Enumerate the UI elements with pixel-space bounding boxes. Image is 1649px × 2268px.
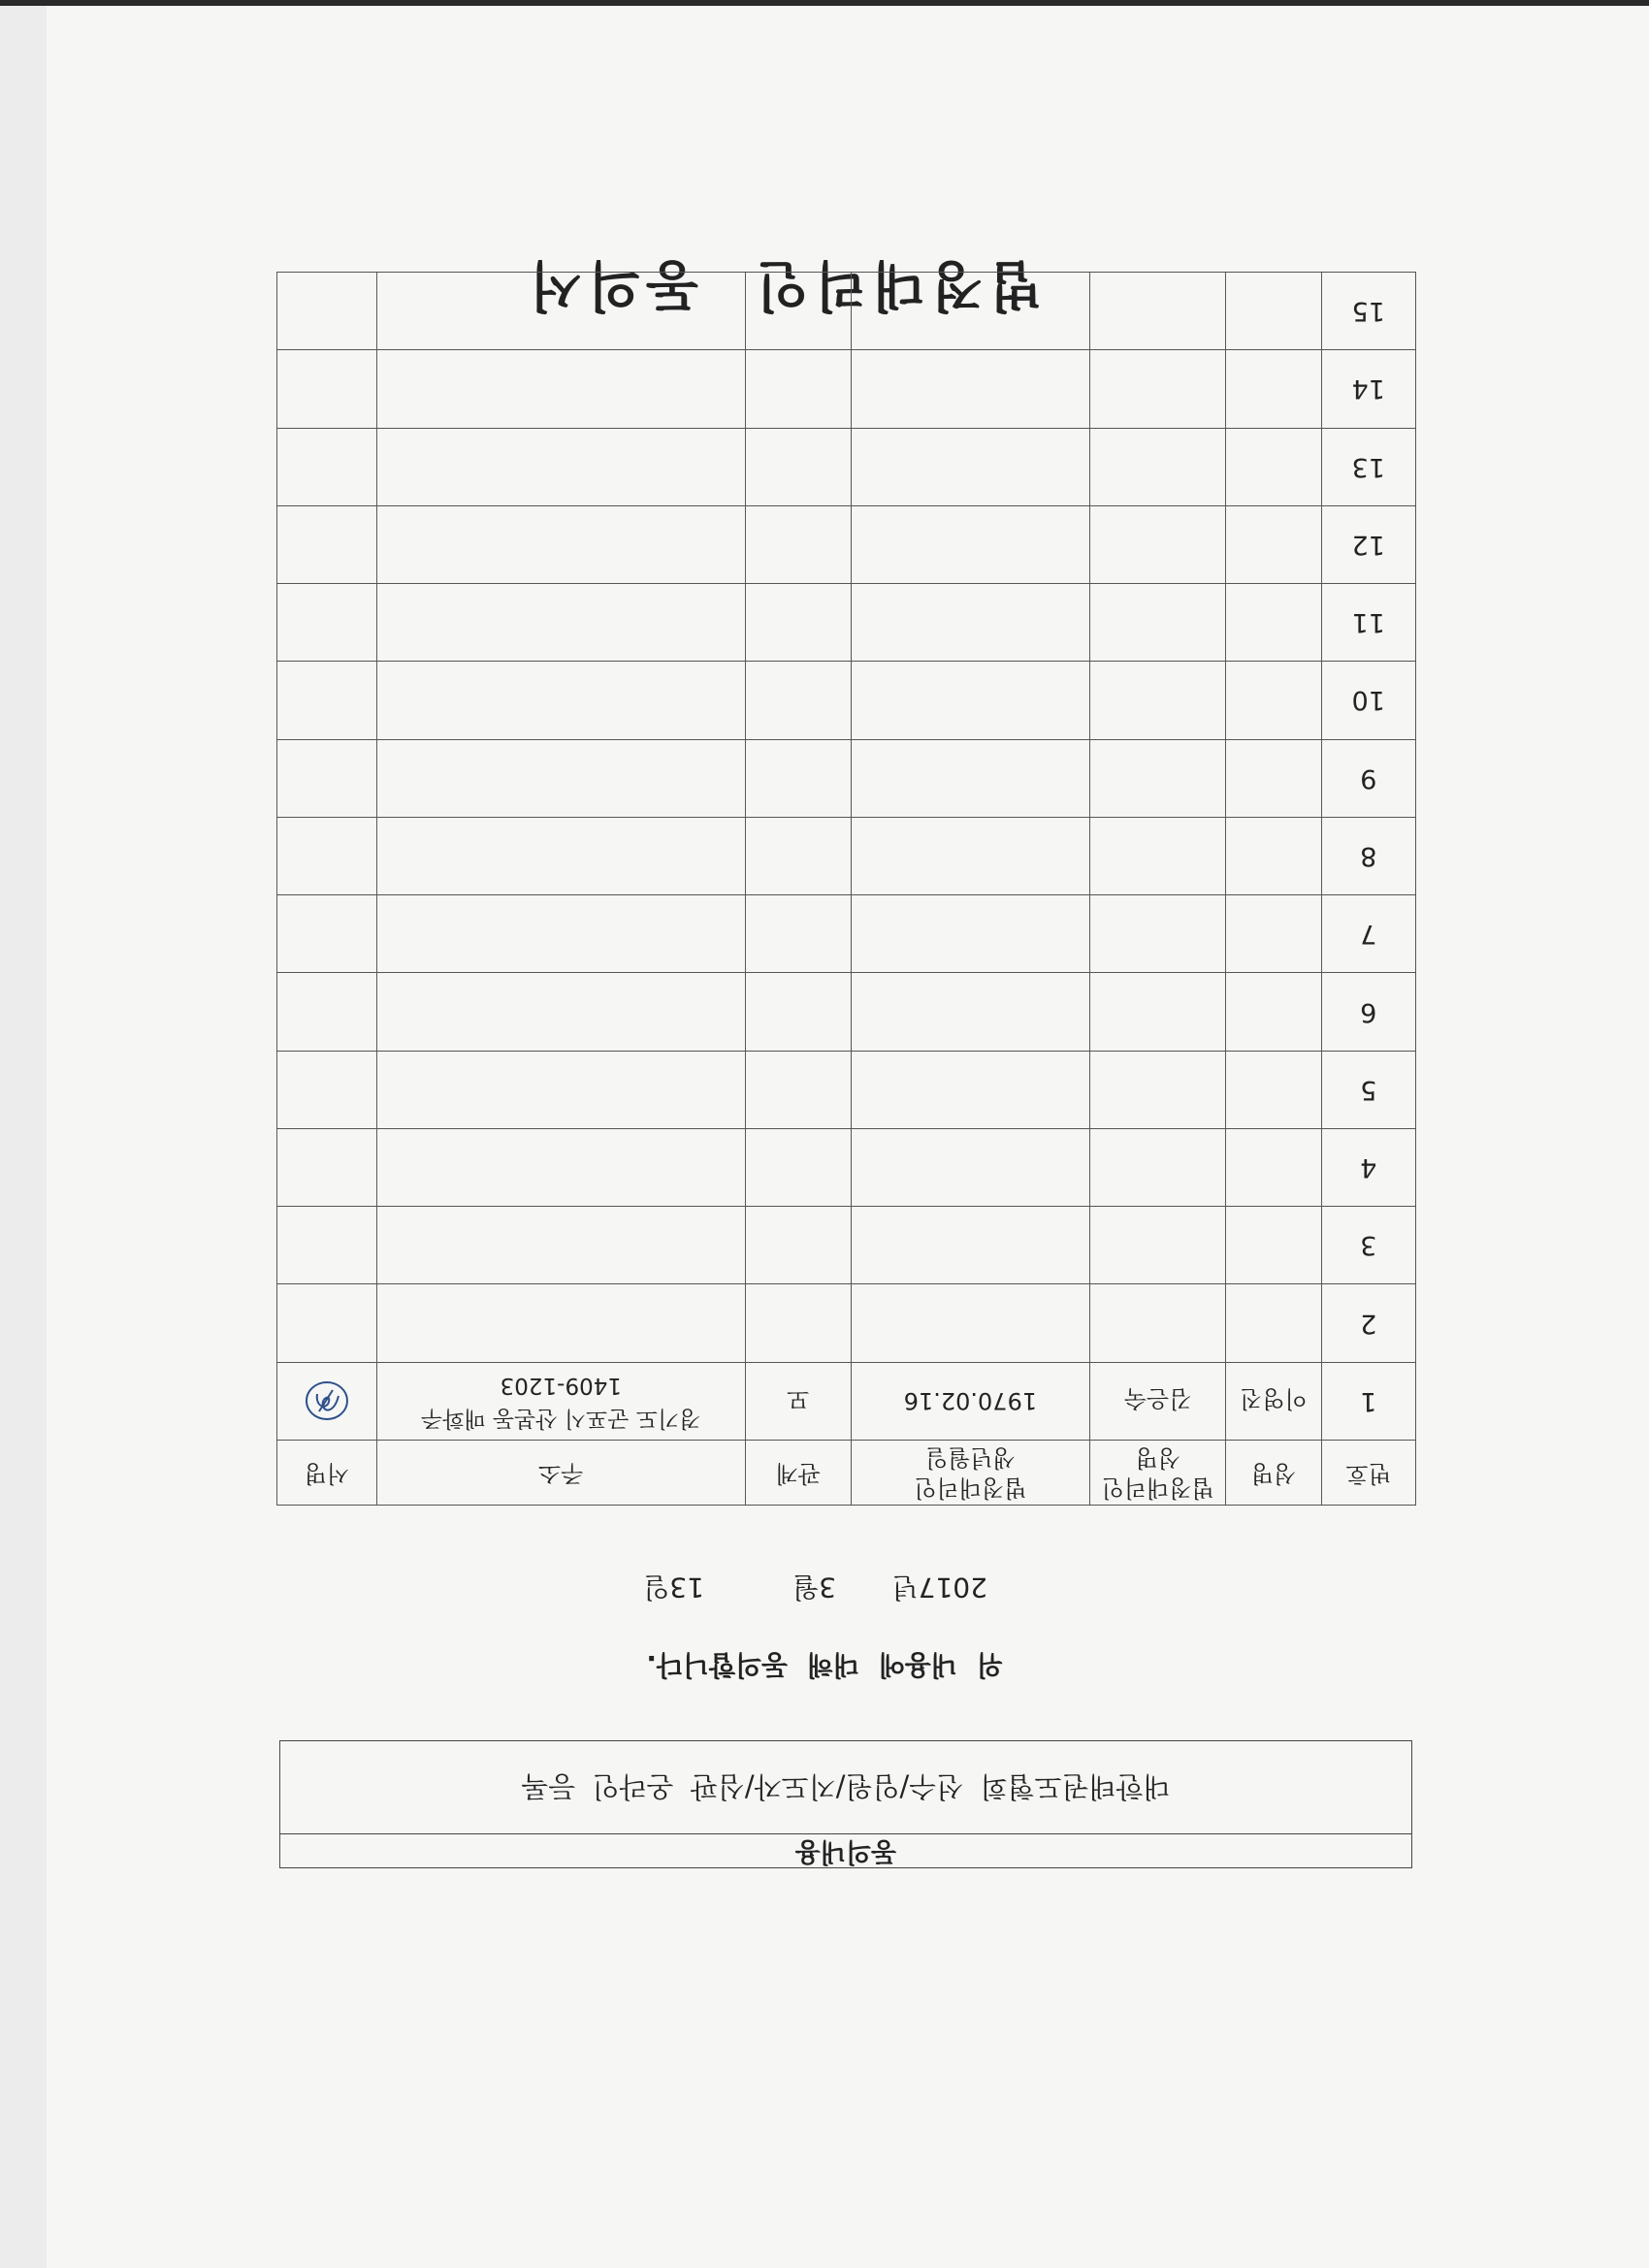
cell-address (376, 1128, 746, 1206)
cell-guardian-birthdate: 1970.02.16 (851, 1362, 1090, 1440)
cell-relation (746, 973, 852, 1051)
cell-relation (746, 584, 852, 662)
table-body (277, 273, 1416, 1441)
cell-address (376, 505, 746, 583)
header-number: 번호 (1321, 1441, 1415, 1506)
cell-guardian-name (1090, 505, 1226, 583)
cell-guardian-name (1090, 428, 1226, 505)
cell-number: 4 (1321, 1128, 1415, 1206)
cell-signature (277, 1284, 377, 1362)
cell-name (1226, 428, 1321, 505)
table-row (277, 817, 1416, 894)
guardian-table (276, 272, 1416, 1506)
cell-address (376, 662, 746, 739)
cell-guardian-birthdate (851, 350, 1090, 428)
cell-guardian-name (1090, 973, 1226, 1051)
cell-number: 2 (1321, 1284, 1415, 1362)
cell-number: 5 (1321, 1051, 1415, 1128)
header-address: 주소 (376, 1441, 746, 1506)
cell-guardian-name (1090, 273, 1226, 350)
cell-signature (277, 350, 377, 428)
table-row (277, 895, 1416, 973)
cell-address (376, 895, 746, 973)
cell-signature (277, 1207, 377, 1284)
header-relation: 관계 (746, 1441, 852, 1506)
cell-name (1226, 895, 1321, 973)
header-signature: 서명 (277, 1441, 377, 1506)
cell-name (1226, 505, 1321, 583)
cell-signature (277, 273, 377, 350)
cell-relation (746, 1051, 852, 1128)
cell-guardian-birthdate (851, 428, 1090, 505)
cell-guardian-name (1090, 739, 1226, 817)
cell-guardian-name (1090, 1207, 1226, 1284)
cell-guardian-birthdate (851, 505, 1090, 583)
cell-address (376, 273, 746, 350)
table-header-row (277, 1441, 1416, 1506)
consent-content: 대한태권도협회 선수/임원/지도자/심판 온라인 등록 (521, 1770, 1171, 1803)
cell-number: 10 (1321, 662, 1415, 739)
header-guardian-name (1090, 1441, 1226, 1506)
table-row (277, 1284, 1416, 1362)
cell-guardian-birthdate (851, 273, 1090, 350)
table-row (277, 505, 1416, 583)
cell-signature (277, 662, 377, 739)
cell-guardian-name (1090, 584, 1226, 662)
cell-guardian-name (1090, 817, 1226, 894)
cell-relation (746, 1128, 852, 1206)
cell-guardian-name (1090, 895, 1226, 973)
consent-header: 동의내용 (280, 1833, 1411, 1867)
consent-box (279, 1740, 1412, 1868)
cell-guardian-birthdate (851, 662, 1090, 739)
cell-guardian-name (1090, 1051, 1226, 1128)
cell-number: 6 (1321, 973, 1415, 1051)
cell-relation (746, 273, 852, 350)
date-year: 2017년 (891, 1571, 987, 1604)
document-title: 법정대리인 동의서 (523, 253, 1043, 316)
cell-address (376, 1362, 746, 1440)
cell-address (376, 428, 746, 505)
cell-relation (746, 1207, 852, 1284)
cell-signature (277, 817, 377, 894)
table-row (277, 1362, 1416, 1440)
cell-address (376, 973, 746, 1051)
cell-guardian-birthdate (851, 1128, 1090, 1206)
cell-name (1226, 350, 1321, 428)
cell-name (1226, 739, 1321, 817)
cell-address (376, 817, 746, 894)
cell-guardian-birthdate (851, 1284, 1090, 1362)
cell-number: 9 (1321, 739, 1415, 817)
cell-guardian-birthdate (851, 1051, 1090, 1128)
address-line-2: 1409-1203 (500, 1373, 622, 1399)
cell-guardian-name (1090, 1284, 1226, 1362)
cell-number: 8 (1321, 817, 1415, 894)
table-row (277, 973, 1416, 1051)
date-line (643, 1570, 987, 1608)
cell-relation (746, 817, 852, 894)
table-row (277, 739, 1416, 817)
cell-relation (746, 428, 852, 505)
cell-relation (746, 505, 852, 583)
cell-guardian-birthdate (851, 817, 1090, 894)
agreement-statement: 위 내용에 대해 동의합니다. (646, 1649, 1003, 1681)
cell-relation (746, 895, 852, 973)
cell-name (1226, 817, 1321, 894)
cell-number: 15 (1321, 273, 1415, 350)
cell-signature (277, 1051, 377, 1128)
cell-address (376, 1284, 746, 1362)
cell-address (376, 1051, 746, 1128)
cell-relation (746, 350, 852, 428)
cell-name (1226, 662, 1321, 739)
table-row (277, 584, 1416, 662)
cell-name (1226, 1207, 1321, 1284)
cell-relation (746, 662, 852, 739)
cell-number: 12 (1321, 505, 1415, 583)
date-month: 3월 (792, 1571, 836, 1604)
table-row (277, 350, 1416, 428)
address-line-1: 경기도 군포시 산본동 매화주 (421, 1405, 701, 1431)
cell-signature (277, 428, 377, 505)
cell-guardian-birthdate (851, 739, 1090, 817)
header-guardian-name-label: 법정대리인 성명 (1101, 1444, 1214, 1503)
cell-name (1226, 1051, 1321, 1128)
cell-number: 1 (1321, 1362, 1415, 1440)
cell-signature (277, 584, 377, 662)
cell-name (1226, 1284, 1321, 1362)
cell-address (376, 1207, 746, 1284)
cell-name (1226, 273, 1321, 350)
cell-number: 13 (1321, 428, 1415, 505)
cell-name (1226, 1128, 1321, 1206)
table-row (277, 273, 1416, 350)
cell-signature (277, 973, 377, 1051)
cell-signature (277, 895, 377, 973)
cell-name (1226, 584, 1321, 662)
header-name: 성명 (1226, 1441, 1321, 1506)
cell-signature (277, 1362, 377, 1440)
cell-signature (277, 505, 377, 583)
cell-guardian-birthdate (851, 1207, 1090, 1284)
cell-relation (746, 739, 852, 817)
cell-guardian-birthdate (851, 895, 1090, 973)
cell-relation (746, 1284, 852, 1362)
cell-address (376, 350, 746, 428)
cell-number: 3 (1321, 1207, 1415, 1284)
date-day: 13일 (643, 1571, 704, 1604)
cell-number: 14 (1321, 350, 1415, 428)
header-guardian-birthdate-label: 법정대리인 생년월일 (914, 1444, 1027, 1503)
table-row (277, 428, 1416, 505)
cell-signature (277, 1128, 377, 1206)
cell-guardian-birthdate (851, 973, 1090, 1051)
cell-guardian-name: 김은숙 (1090, 1362, 1226, 1440)
cell-relation: 모 (746, 1362, 852, 1440)
cell-address (376, 739, 746, 817)
cell-signature (277, 739, 377, 817)
table-row (277, 662, 1416, 739)
handwritten-signature-icon (302, 1378, 352, 1423)
table-row (277, 1128, 1416, 1206)
cell-name: 이영진 (1226, 1362, 1321, 1440)
cell-guardian-name (1090, 350, 1226, 428)
cell-guardian-birthdate (851, 584, 1090, 662)
cell-address (376, 584, 746, 662)
cell-guardian-name (1090, 662, 1226, 739)
table-row (277, 1207, 1416, 1284)
header-guardian-birthdate (851, 1441, 1090, 1506)
table-row (277, 1051, 1416, 1128)
cell-name (1226, 973, 1321, 1051)
cell-number: 7 (1321, 895, 1415, 973)
cell-number: 11 (1321, 584, 1415, 662)
cell-guardian-name (1090, 1128, 1226, 1206)
